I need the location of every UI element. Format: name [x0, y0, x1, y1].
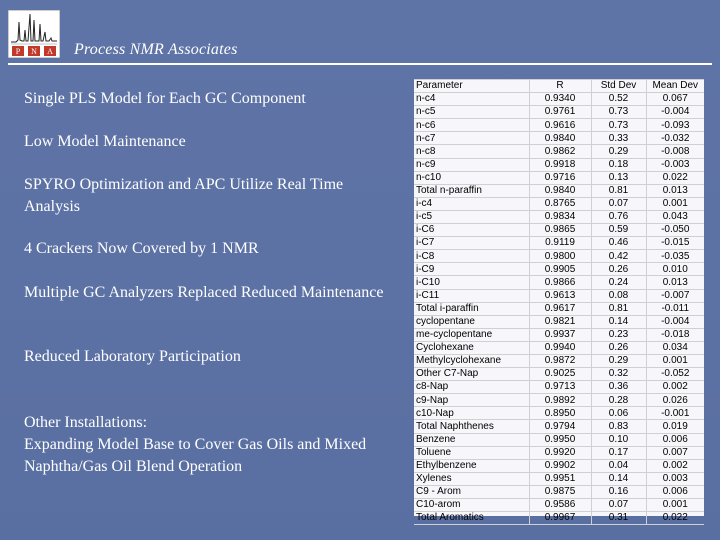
bullet-item: Other Installations: Expanding Model Base to Cover Gas Oils and Mixed Naphtha/Gas Oil Blend Operation — [24, 414, 367, 475]
std-dev-cell: 0.76 — [591, 210, 646, 223]
r-value-cell: 0.9025 — [529, 368, 591, 381]
parameter-cell: c9-Nap — [414, 394, 529, 407]
parameter-cell: n-c9 — [414, 158, 529, 171]
std-dev-cell: 0.36 — [591, 381, 646, 394]
table-row — [414, 263, 704, 276]
mean-dev-cell: 0.007 — [646, 446, 704, 459]
mean-dev-cell: 0.019 — [646, 420, 704, 433]
table-row — [414, 512, 704, 525]
parameter-cell: Methylcyclohexane — [414, 354, 529, 367]
r-value-cell: 0.9761 — [529, 106, 591, 119]
table-row — [414, 381, 704, 394]
parameter-cell: n-c7 — [414, 132, 529, 145]
r-value-cell: 0.9821 — [529, 315, 591, 328]
std-dev-cell: 0.06 — [591, 407, 646, 420]
r-value-cell: 0.9862 — [529, 145, 591, 158]
parameter-cell: Other C7-Nap — [414, 368, 529, 381]
parameter-cell: n-c8 — [414, 145, 529, 158]
column-header: Parameter — [414, 80, 529, 93]
std-dev-cell: 0.24 — [591, 276, 646, 289]
std-dev-cell: 0.26 — [591, 341, 646, 354]
std-dev-cell: 0.29 — [591, 354, 646, 367]
table-row — [414, 106, 704, 119]
table-row — [414, 119, 704, 132]
r-value-cell: 0.8765 — [529, 197, 591, 210]
r-value-cell: 0.9586 — [529, 499, 591, 512]
table-row — [414, 210, 704, 223]
mean-dev-cell: 0.022 — [646, 512, 704, 525]
mean-dev-cell: -0.007 — [646, 289, 704, 302]
r-value-cell: 0.9613 — [529, 289, 591, 302]
std-dev-cell: 0.28 — [591, 394, 646, 407]
std-dev-cell: 0.04 — [591, 459, 646, 472]
parameter-cell: i-C10 — [414, 276, 529, 289]
mean-dev-cell: 0.002 — [646, 459, 704, 472]
mean-dev-cell: 0.001 — [646, 499, 704, 512]
table-row — [414, 197, 704, 210]
table-header-row — [414, 80, 704, 93]
std-dev-cell: 0.07 — [591, 197, 646, 210]
parameter-cell: Xylenes — [414, 472, 529, 485]
table-row — [414, 145, 704, 158]
std-dev-cell: 0.07 — [591, 499, 646, 512]
std-dev-cell: 0.16 — [591, 485, 646, 498]
r-value-cell: 0.9865 — [529, 224, 591, 237]
mean-dev-cell: 0.013 — [646, 184, 704, 197]
mean-dev-cell: -0.004 — [646, 315, 704, 328]
table-row — [414, 302, 704, 315]
r-value-cell: 0.9866 — [529, 276, 591, 289]
std-dev-cell: 0.32 — [591, 368, 646, 381]
parameter-cell: C10-arom — [414, 499, 529, 512]
mean-dev-cell: 0.002 — [646, 381, 704, 394]
mean-dev-cell: 0.067 — [646, 93, 704, 106]
parameter-cell: me-cyclopentane — [414, 328, 529, 341]
std-dev-cell: 0.23 — [591, 328, 646, 341]
table-row — [414, 499, 704, 512]
logo-letter: N — [31, 47, 37, 56]
mean-dev-cell: -0.052 — [646, 368, 704, 381]
r-value-cell: 0.9713 — [529, 381, 591, 394]
column-header: Std Dev — [591, 80, 646, 93]
r-value-cell: 0.9716 — [529, 171, 591, 184]
std-dev-cell: 0.17 — [591, 446, 646, 459]
r-value-cell: 0.9840 — [529, 184, 591, 197]
table-row — [414, 485, 704, 498]
std-dev-cell: 0.13 — [591, 171, 646, 184]
mean-dev-cell: -0.001 — [646, 407, 704, 420]
r-value-cell: 0.9967 — [529, 512, 591, 525]
mean-dev-cell: -0.093 — [646, 119, 704, 132]
r-value-cell: 0.9951 — [529, 472, 591, 485]
column-header: R — [529, 80, 591, 93]
table-row — [414, 433, 704, 446]
std-dev-cell: 0.46 — [591, 237, 646, 250]
table-row — [414, 341, 704, 354]
table-row — [414, 328, 704, 341]
parameter-cell: n-c5 — [414, 106, 529, 119]
std-dev-cell: 0.81 — [591, 184, 646, 197]
mean-dev-cell: -0.032 — [646, 132, 704, 145]
bullet-item: Low Model Maintenance — [24, 133, 186, 150]
column-header: Mean Dev — [646, 80, 704, 93]
r-value-cell: 0.9872 — [529, 354, 591, 367]
parameter-cell: i-C6 — [414, 224, 529, 237]
mean-dev-cell: 0.010 — [646, 263, 704, 276]
mean-dev-cell: 0.001 — [646, 197, 704, 210]
parameter-cell: i-c5 — [414, 210, 529, 223]
mean-dev-cell: 0.026 — [646, 394, 704, 407]
r-value-cell: 0.9875 — [529, 485, 591, 498]
mean-dev-cell: -0.003 — [646, 158, 704, 171]
table-row — [414, 394, 704, 407]
r-value-cell: 0.9794 — [529, 420, 591, 433]
bullet-item: Multiple GC Analyzers Replaced Reduced Maintenance — [24, 284, 384, 301]
std-dev-cell: 0.29 — [591, 145, 646, 158]
table-body — [414, 93, 704, 525]
mean-dev-cell: -0.008 — [646, 145, 704, 158]
mean-dev-cell: -0.015 — [646, 237, 704, 250]
parameter-cell: cyclopentane — [414, 315, 529, 328]
table-row — [414, 158, 704, 171]
bullet-item: Reduced Laboratory Participation — [24, 348, 241, 365]
table-row — [414, 459, 704, 472]
parameter-cell: Toluene — [414, 446, 529, 459]
parameter-cell: Total Naphthenes — [414, 420, 529, 433]
r-value-cell: 0.9119 — [529, 237, 591, 250]
pls-results-table — [414, 79, 704, 524]
std-dev-cell: 0.26 — [591, 263, 646, 276]
table-row — [414, 224, 704, 237]
mean-dev-cell: 0.006 — [646, 433, 704, 446]
std-dev-cell: 0.81 — [591, 302, 646, 315]
mean-dev-cell: 0.043 — [646, 210, 704, 223]
std-dev-cell: 0.42 — [591, 250, 646, 263]
logo-letter: P — [15, 47, 21, 56]
table-row — [414, 289, 704, 302]
table-row — [414, 420, 704, 433]
mean-dev-cell: 0.034 — [646, 341, 704, 354]
parameter-cell: n-c6 — [414, 119, 529, 132]
parameter-cell: Total i-paraffin — [414, 302, 529, 315]
parameter-cell: Total Aromatics — [414, 512, 529, 525]
parameter-cell: c10-Nap — [414, 407, 529, 420]
table-row — [414, 472, 704, 485]
parameter-cell: i-c4 — [414, 197, 529, 210]
parameter-cell: i-C9 — [414, 263, 529, 276]
parameter-cell: Cyclohexane — [414, 341, 529, 354]
r-value-cell: 0.9920 — [529, 446, 591, 459]
std-dev-cell: 0.14 — [591, 315, 646, 328]
table-row — [414, 354, 704, 367]
r-value-cell: 0.9918 — [529, 158, 591, 171]
table-row — [414, 250, 704, 263]
std-dev-cell: 0.52 — [591, 93, 646, 106]
bullet-item: 4 Crackers Now Covered by 1 NMR — [24, 240, 259, 257]
table-row — [414, 407, 704, 420]
r-value-cell: 0.9892 — [529, 394, 591, 407]
table-row — [414, 132, 704, 145]
mean-dev-cell: -0.050 — [646, 224, 704, 237]
table-row — [414, 276, 704, 289]
mean-dev-cell: 0.022 — [646, 171, 704, 184]
r-value-cell: 0.9617 — [529, 302, 591, 315]
table-row — [414, 237, 704, 250]
r-value-cell: 0.9940 — [529, 341, 591, 354]
std-dev-cell: 0.73 — [591, 106, 646, 119]
table-row — [414, 171, 704, 184]
std-dev-cell: 0.31 — [591, 512, 646, 525]
r-value-cell: 0.9937 — [529, 328, 591, 341]
mean-dev-cell: 0.003 — [646, 472, 704, 485]
company-logo — [8, 10, 60, 58]
parameter-cell: n-c10 — [414, 171, 529, 184]
r-value-cell: 0.8950 — [529, 407, 591, 420]
std-dev-cell: 0.10 — [591, 433, 646, 446]
parameter-cell: c8-Nap — [414, 381, 529, 394]
parameter-cell: i-C11 — [414, 289, 529, 302]
table-row — [414, 368, 704, 381]
std-dev-cell: 0.18 — [591, 158, 646, 171]
logo-letter: A — [47, 47, 53, 56]
mean-dev-cell: -0.018 — [646, 328, 704, 341]
results-table — [414, 79, 704, 525]
table-row — [414, 184, 704, 197]
parameter-cell: n-c4 — [414, 93, 529, 106]
r-value-cell: 0.9905 — [529, 263, 591, 276]
company-title: Process NMR Associates — [74, 41, 238, 58]
table-row — [414, 93, 704, 106]
r-value-cell: 0.9950 — [529, 433, 591, 446]
r-value-cell: 0.9800 — [529, 250, 591, 263]
parameter-cell: i-C7 — [414, 237, 529, 250]
parameter-cell: C9 - Arom — [414, 485, 529, 498]
mean-dev-cell: -0.011 — [646, 302, 704, 315]
parameter-cell: i-C8 — [414, 250, 529, 263]
std-dev-cell: 0.73 — [591, 119, 646, 132]
table-row — [414, 315, 704, 328]
std-dev-cell: 0.14 — [591, 472, 646, 485]
bullet-item: Single PLS Model for Each GC Component — [24, 90, 306, 107]
std-dev-cell: 0.33 — [591, 132, 646, 145]
parameter-cell: Total n-paraffin — [414, 184, 529, 197]
parameter-cell: Ethylbenzene — [414, 459, 529, 472]
mean-dev-cell: -0.004 — [646, 106, 704, 119]
parameter-cell: Benzene — [414, 433, 529, 446]
r-value-cell: 0.9340 — [529, 93, 591, 106]
header-divider — [8, 63, 712, 65]
std-dev-cell: 0.59 — [591, 224, 646, 237]
std-dev-cell: 0.08 — [591, 289, 646, 302]
r-value-cell: 0.9840 — [529, 132, 591, 145]
table-row — [414, 446, 704, 459]
mean-dev-cell: 0.013 — [646, 276, 704, 289]
r-value-cell: 0.9616 — [529, 119, 591, 132]
r-value-cell: 0.9834 — [529, 210, 591, 223]
std-dev-cell: 0.83 — [591, 420, 646, 433]
mean-dev-cell: -0.035 — [646, 250, 704, 263]
r-value-cell: 0.9902 — [529, 459, 591, 472]
logo-letter-boxes — [12, 46, 56, 56]
mean-dev-cell: 0.006 — [646, 485, 704, 498]
bullet-item: SPYRO Optimization and APC Utilize Real Time Analysis — [24, 176, 344, 215]
mean-dev-cell: 0.001 — [646, 354, 704, 367]
